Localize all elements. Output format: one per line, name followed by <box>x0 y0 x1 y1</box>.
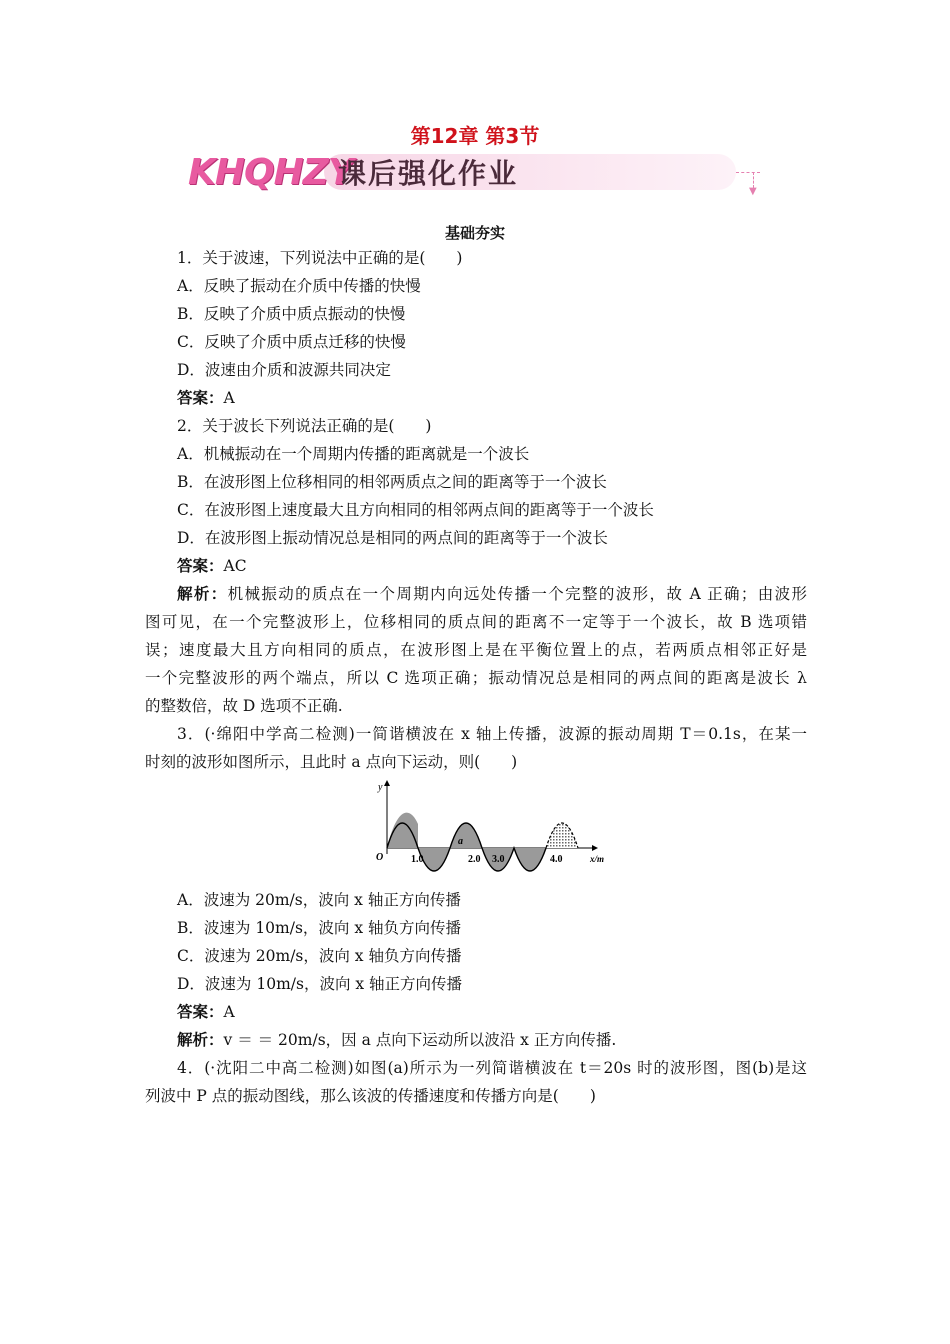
q2-option-a: A．机械振动在一个周期内传播的距离就是一个波长 <box>177 445 530 463</box>
answer-label: 答案： <box>177 556 224 575</box>
q2-option-d: D．在波形图上振动情况总是相同的两点间的距离等于一个波长 <box>177 529 608 547</box>
q1-option-b: B．反映了介质中质点振动的快慢 <box>177 305 406 323</box>
x-axis-label: x/m <box>590 854 605 864</box>
tick-label-2: 2.0 <box>468 854 481 865</box>
tick-label-3: 3.0 <box>492 854 505 865</box>
banner-dash <box>736 172 760 173</box>
q2-answer <box>177 556 247 576</box>
q2-analysis-line-2: 图可见，在一个完整波形上，位移相同的质点间的距离不一定等于一个波长，故 B 选项错 <box>145 613 807 631</box>
q3-option-d: D．波速为 10m/s，波向 x 轴正方向传播 <box>177 975 463 993</box>
homework-banner <box>188 150 768 198</box>
q4-stem-line-2: 列波中 P 点的振动图线，那么该波的传播速度和传播方向是( ) <box>145 1087 596 1105</box>
q2-analysis-line-5: 的整数倍，故 D 选项不正确. <box>145 697 343 715</box>
q2-analysis-line-4: 一个完整波形的两个端点，所以 C 选项正确；振动情况总是相同的两点间的距离是波长 λ <box>145 669 807 687</box>
q2-analysis-line-1 <box>177 584 807 604</box>
wave-figure <box>370 776 620 872</box>
q2-stem: 2．关于波长下列说法正确的是( ) <box>177 417 432 435</box>
tick-label-4: 4.0 <box>550 854 563 865</box>
logo: KHQHZY <box>188 152 353 193</box>
q1-option-c: C．反映了介质中质点迁移的快慢 <box>177 333 406 351</box>
answer-value: A <box>223 1003 235 1021</box>
analysis-label: 解析： <box>177 1030 224 1049</box>
q3-option-c: C．波速为 20m/s，波向 x 轴负方向传播 <box>177 947 462 965</box>
point-a-label: a <box>458 836 463 847</box>
answer-label: 答案： <box>177 1002 224 1021</box>
y-axis-arrow <box>384 780 390 786</box>
q4-stem-line-1: 4．(·沈阳二中高二检测)如图(a)所示为一列简谐横波在 t＝20s 时的波形图，图(b)是这 <box>177 1059 807 1077</box>
q3-answer <box>177 1002 235 1022</box>
q3-option-a: A．波速为 20m/s，波向 x 轴正方向传播 <box>177 891 461 909</box>
q2-option-b: B．在波形图上位移相同的相邻两质点之间的距离等于一个波长 <box>177 473 607 491</box>
answer-value: AC <box>223 557 247 575</box>
q3-stem-line-2: 时刻的波形如图所示，且此时 a 点向下运动，则( ) <box>145 753 518 771</box>
tick-label-1: 1.0 <box>411 854 424 865</box>
chapter-title: 第12章 第3节 <box>410 124 540 148</box>
analysis-text: 机械振动的质点在一个周期内向远处传播一个完整的波形，故 A 正确；由波形 <box>227 585 807 603</box>
answer-label: 答案： <box>177 388 224 407</box>
q1-stem: 1．关于波速，下列说法中正确的是( ) <box>177 249 463 267</box>
wave-fill-dashed <box>546 823 578 848</box>
analysis-label: 解析： <box>177 584 228 603</box>
y-axis-label: y <box>378 782 383 793</box>
x-axis-arrow <box>592 845 598 851</box>
banner-title: 课后强化作业 <box>338 157 519 190</box>
analysis-text: v ＝ ＝ 20m/s，因 a 点向下运动所以波沿 x 正方向传播. <box>223 1031 617 1049</box>
answer-value: A <box>223 389 235 407</box>
q3-stem-line-1: 3．(·绵阳中学高二检测)一简谐横波在 x 轴上传播，波源的振动周期 T＝0.1s，在某一 <box>177 725 807 743</box>
q2-option-c: C．在波形图上速度最大且方向相同的相邻两点间的距离等于一个波长 <box>177 501 654 519</box>
q3-analysis <box>177 1030 616 1050</box>
q3-option-b: B．波速为 10m/s，波向 x 轴负方向传播 <box>177 919 462 937</box>
q1-option-a: A．反映了振动在介质中传播的快慢 <box>177 277 421 295</box>
q1-option-d: D．波速由介质和波源共同决定 <box>177 361 391 379</box>
q2-analysis-line-3: 误；速度最大且方向相同的质点，在波形图上是在平衡位置上的点，若两质点相邻正好是 <box>145 641 807 659</box>
section-title: 基础夯实 <box>444 224 505 242</box>
origin-label: O <box>376 852 384 863</box>
arrow-down-icon: ▼ <box>749 186 757 197</box>
q1-answer <box>177 388 235 408</box>
